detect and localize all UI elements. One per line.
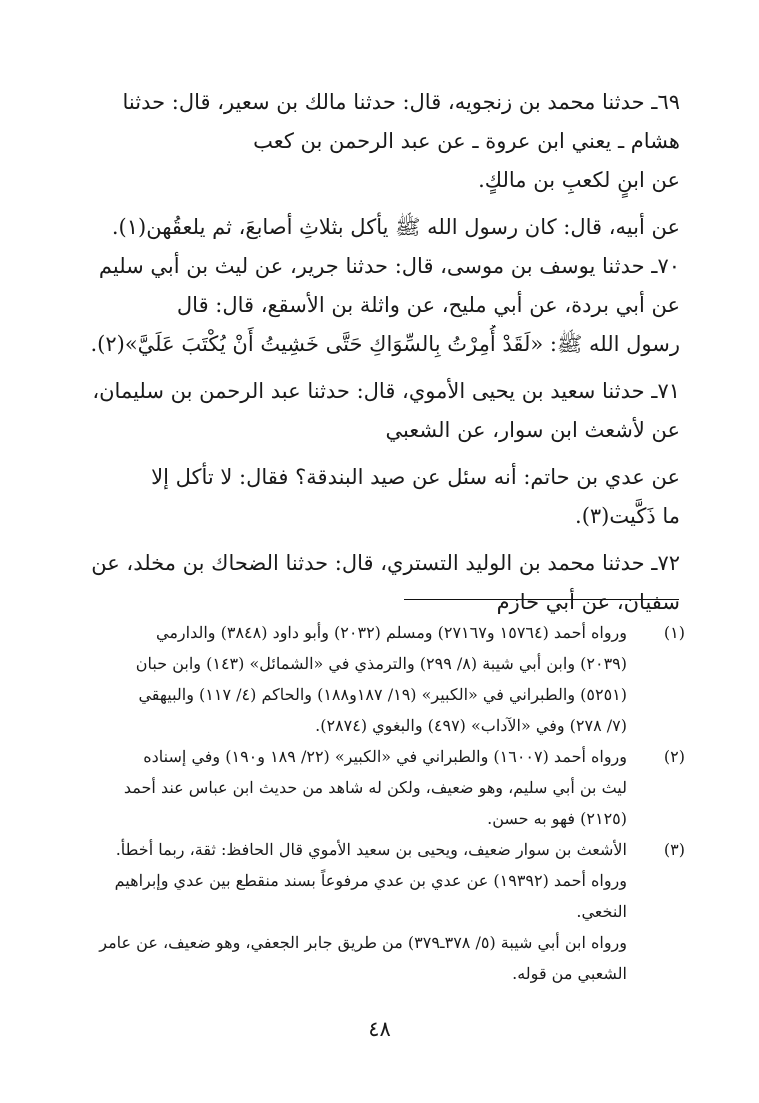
text-line: هشام ـ يعني ابن عروة ـ عن عبد الرحمن بن كعب [253, 129, 680, 153]
text-line: ٧٢ـ حدثنا محمد بن الوليد التستري، قال: حدثنا الضحاك بن مخلد، عن [91, 551, 680, 575]
text-line: ٧٠ـ حدثنا يوسف بن موسى، قال: حدثنا جرير، عن ليث بن أبي سليم [98, 254, 680, 278]
footnote-line: ورواه أحمد (١٩٣٩٢) عن عدي بن عدي مرفوعاً بسند منقطع بين عدي وإبراهيم [114, 871, 627, 890]
hadith-70 [60, 247, 680, 364]
footnote-number: (٢) [663, 747, 685, 766]
footnote-number: (١) [663, 623, 685, 642]
footnote-1 [60, 617, 685, 741]
footnote-line: ليث بن أبي سليم، وهو ضعيف، ولكن له شاهد من حديث ابن عباس عند أحمد [123, 778, 627, 797]
footnote-line: الشعبي من قوله. [512, 964, 627, 983]
footnote-number: (٣) [663, 840, 685, 859]
text-line: رسول الله ﷺ: «لَقَدْ أُمِرْتُ بِالسِّوَاكِ حَتَّى خَشِيتُ أَنْ يُكْتَبَ عَلَيَّ»(٢). [90, 332, 680, 356]
hadith-69 [60, 83, 680, 200]
text-line: عن ابنٍ لكعبِ بن مالكٍ. [478, 168, 680, 192]
footnote-line: ورواه ابن أبي شيبة (٥/ ٣٧٨ـ٣٧٩) من طريق جابر الجعفي، وهو ضعيف، عن عامر [99, 933, 627, 952]
text-line: ٦٩ـ حدثنا محمد بن زنجويه، قال: حدثنا مالك بن سعير، قال: حدثنا [122, 90, 680, 114]
footnote-line: (٥٢٥١) والطبراني في «الكبير» (١٩/ ١٨٧و١٨٨) والحاكم (٤/ ١١٧) والبيهقي [138, 685, 627, 704]
footnote-3 [60, 834, 685, 989]
footnote-line: (٧/ ٢٧٨) وفي «الآداب» (٤٩٧) والبغوي (٢٨٧٤). [315, 716, 627, 735]
main-text [60, 83, 680, 622]
hadith-71 [60, 372, 680, 450]
hadith-69-matn [60, 208, 680, 247]
text-line: ٧١ـ حدثنا سعيد بن يحيى الأموي، قال: حدثنا عبد الرحمن بن سليمان، [92, 379, 680, 403]
text-line: عن لأشعث ابن سوار، عن الشعبي [385, 418, 680, 442]
footnote-2 [60, 741, 685, 834]
footnote-divider [404, 599, 679, 600]
text-line: عن أبي بردة، عن أبي مليح، عن واثلة بن الأسقع، قال: قال [176, 293, 680, 317]
text-line: ما ذَكَّيت(٣). [575, 504, 680, 528]
footnote-line: (٢١٢٥) فهو به حسن. [487, 809, 627, 828]
footnote-line: ورواه أحمد (١٥٧٦٤ و٢٧١٦٧) ومسلم (٢٠٣٢) وأبو داود (٣٨٤٨) والدارمي [156, 623, 627, 642]
footnotes [60, 617, 685, 989]
footnote-line: الأشعث بن سوار ضعيف، ويحيى بن سعيد الأموي قال الحافظ: ثقة، ربما أخطأ. [115, 840, 627, 859]
hadith-72 [60, 544, 680, 622]
footnote-line: النخعي. [576, 902, 627, 921]
page-number: ٤٨ [368, 1017, 391, 1041]
footnote-line: (٢٠٣٩) وابن أبي شيبة (٨/ ٢٩٩) والترمذي في «الشمائل» (١٤٣) وابن حبان [135, 654, 627, 673]
hadith-71-matn [60, 458, 680, 536]
text-line: سفيان، عن أبي حازم [496, 590, 680, 614]
text-line: عن عدي بن حاتم: أنه سئل عن صيد البندقة؟ فقال: لا تأكل إلا [151, 465, 680, 489]
footnote-line: ورواه أحمد (١٦٠٠٧) والطبراني في «الكبير» (٢٢/ ١٨٩ و١٩٠) وفي إسناده [143, 747, 627, 766]
text-line: عن أبيه، قال: كان رسول الله ﷺ يأكل بثلاثِ أصابعَ، ثم يلعقُهن(١). [111, 215, 680, 239]
